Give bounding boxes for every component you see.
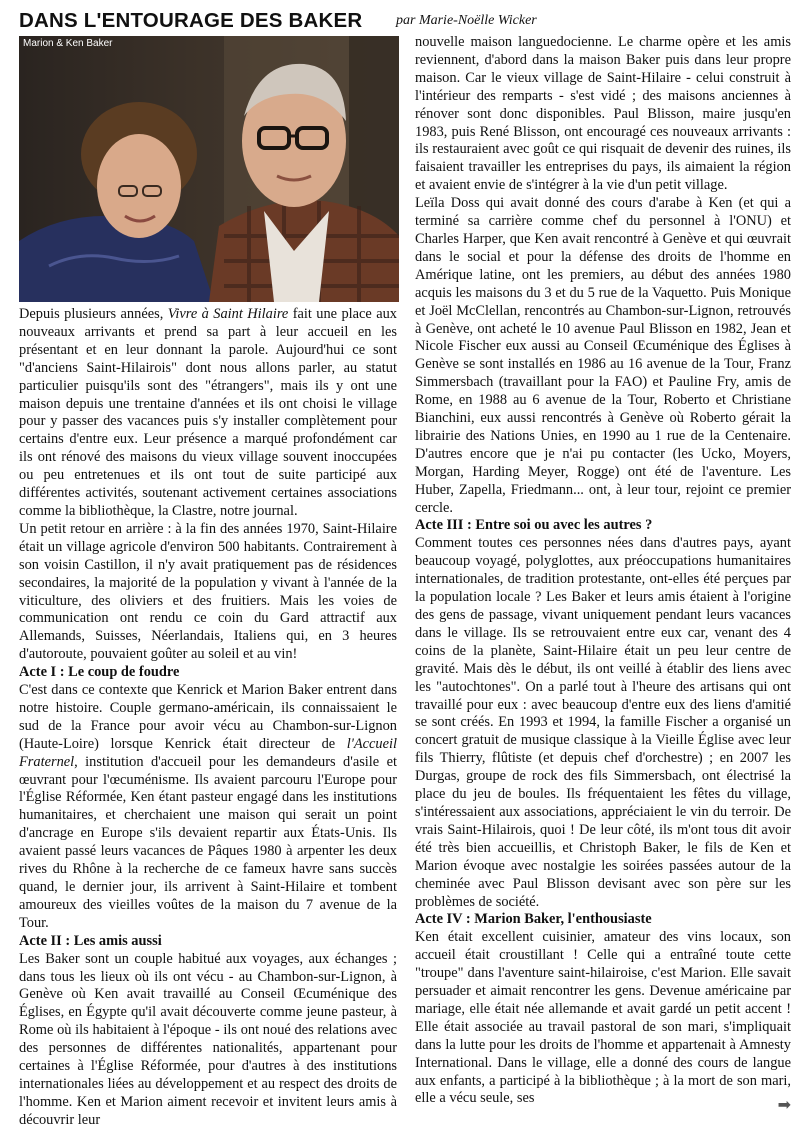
article-header: [19, 9, 789, 37]
acte4-heading: Acte IV : Marion Baker, l'enthousiaste: [415, 911, 652, 928]
acte1-paragraph: [19, 682, 397, 933]
journal-name: Vivre à Saint Hilaire: [167, 306, 289, 322]
baker-photo: [19, 36, 399, 302]
continued-paragraph: nouvelle maison languedocienne. Le charme opère et les amis reviennent, d'abord dans la maison Baker puis dans leur propre maison. Car le vieux village de Saint-Hilaire - celui construit à l'intérieur des remparts - s'est vidé ; des maisons anciennes à rénover sont donc disponibles. Paul Blisson, maire jusqu'en 1983, puis René Blisson, ont encouragé ces nouveaux arrivants : ils restauraient avec goût ce qui risquait de devenir des ruines, ils faisaient travailler les entreprises du pays, ils aimaient la région et avaient envie de s'intégrer à la vie d'un petit village.: [415, 34, 791, 194]
acte2-paragraph: Les Baker sont un couple habitué aux voyages, aux échanges ; dans tous les lieux où ils ont vécu - au Chambon-sur-Lignon, à Genève où Ken avait travaillé au Conseil Œcuménique des Églises, en Égypte qu'il avait découverte comme jeune pasteur, à Rome où ils habitaient à l'époque - ils ont noué des relations avec des personnes de différentes nationalités, appartenant pour certaines à l'Église Réformée, pour d'autres à des institutions internationales liées au développement et au respect des droits de l'homme. Ken et Marion aiment recevoir et invitent leurs amis à découvrir leur: [19, 950, 397, 1128]
article-title: DANS L'ENTOURAGE DES BAKER: [19, 9, 363, 32]
article-byline: par Marie-Noëlle Wicker: [396, 13, 537, 28]
right-column: [415, 34, 791, 1116]
intro-paragraph: [19, 306, 397, 521]
acte2-heading: Acte II : Les amis aussi: [19, 932, 162, 949]
photo-caption: Marion & Ken Baker: [23, 38, 113, 49]
acte4-paragraph: Ken était excellent cuisinier, amateur des vins locaux, son accueil était croustillant ! Celle qui a entraîné toute cette "troupe" dans l'aventure saint-hilairoise, c'est Marion. Elle savait persuader et aimait rencontrer les gens. Devenue américaine par mariage, elle était née allemande et avait gardé un petit accent ! Elle était associée au travail pastoral de son mari, s'impliquait dans la lutte pour les droits de l'homme et appartenait à Amnesty International. Dans le village, elle a donné des cours de langue aux enfants, a participé à la bibliothèque ; à la mort de son mari, elle a vécu seule, ses: [415, 929, 791, 1107]
acte1-heading: Acte I : Le coup de foudre: [19, 664, 180, 681]
photo-illustration: [19, 36, 399, 302]
acte3-paragraph: Comment toutes ces personnes nées dans d'autres pays, ayant beaucoup voyagé, polyglottes, aux préoccupations humanitaires internationales, de tradition protestante, ont-elles été perçues par la population locale ? Les Baker et leurs amis étaient à l'origine des gens de passage, vivant uniquement pendant leurs vacances dans le village. Ils se retrouvaient entre eux car, venant des 4 coins de la planète, Saint-Hilaire était un peu leur centre de gravité. Mais dès le début, ils ont veillé à établir des liens avec les "autochtones". On a parlé tout à l'heure des artisans qui ont travaillé pour eux : avec beaucoup d'entre eux des liens d'amitié se sont créés. En 1993 et 1994, la famille Fischer a organisé un concert gratuit de musique classique à la Vieille Église avec leur fils Thierry, flûtiste (et depuis chef d'orchestre) ; en 2007 les Durgas, groupe de rock des fils Simmersbach, ont électrisé la place du jeu de boules. Ils fréquentaient les fêtes du village, s'intéressaient aux associations, appréciaient le vin du terroir. De vrais Saint-Hilairois, quoi ! De leur côté, ils m'ont tous dit avoir été très bien accueillis, et Christoph Baker, le fils de Ken et Marion évoque avec nostalgie les soirées passées autour de la cheminée avec Paul Blisson devisant avec son père sur les problèmes de société.: [415, 535, 791, 910]
acte3-heading: Acte III : Entre soi ou avec les autres ?: [415, 517, 653, 534]
retour-paragraph: Un petit retour en arrière : à la fin des années 1970, Saint-Hilaire était un village agricole d'environ 500 habitants. Contrairement à son voisin Castillon, il n'y avait pratiquement pas de résidences secondaires, la majorité de la population y vivant à l'année de la viticulture, des oliviers et des fruitiers. Mais les voies de communication ont rendu ce coin du Gard attractif aux Allemands, Suisses, Néerlandais, Italiens qui, en 3 heures d'autoroute, pouvaient goûter au soleil et au vin!: [19, 520, 397, 663]
acte1-text-cont: , institution d'accueil pour les demandeurs d'asile et œuvrant pour l'œcuménisme. Ils avaient parcouru l'Europe pour l'Église Réformée, Ken étant pasteur engagé dans les institutions humanitaires, et cherchaient une maison qui serait un point d'ancrage en Europe s'ils devaient repartir aux États-Unis. Ils avaient passé leurs vacances de Pâques 1980 à arpenter les deux rives du Rhône à la recherche de ce fameux havre sans succès quand, le dernier jour, ils arrivent à Saint-Hilaire et tombent amoureux des vieilles voûtes de la maison du 7 avenue de la Tour.: [19, 753, 397, 931]
institution-name: l'Accueil Fraternel: [19, 735, 397, 770]
intro-text-cont: fait une place aux nouveaux arrivants et prend sa part à leur accueil en les présentant et en leur donnant la parole. Aujourd'hui ce sont "d'anciens Saint-Hilairois" dont nous allons parler, au statut particulier puisqu'ils sont des "étrangers", mais ils y ont une maison depuis une trentaine d'années et ils ont choisi le village pour y passer des vacances puis s'y installer complètement pour certains d'entre eux. Leur présence a marqué profondément car ils ont rénové des maisons du vieux village souvent inoccupées ou peu entretenues et ils ont tout de suite participé aux différentes activités, soutenant activement certaines associations comme la bibliothèque, la Clastre, notre journal.: [19, 306, 397, 519]
acte1-text: C'est dans ce contexte que Kenrick et Marion Baker entrent dans notre histoire. Couple germano-américain, ils connaissaient le sud de la France pour avoir vécu au Chambon-sur-Lignon (Haute-Loire) lorsque Kenrick était directeur de: [19, 682, 397, 752]
friends-paragraph: Leïla Doss qui avait donné des cours d'arabe à Ken (et qui a terminé sa carrière comme chef du personnel à l'ONU) et Charles Harper, que Ken avait rencontré à Genève et qui œuvrait dans le social et pour la défense des droits de l'homme en Amérique latine, ont les premiers, au début des années 1980 acquis les maisons du 3 et du 5 rue de la Vaquetto. Puis Monique et Joël McClellan, rencontrés au Chambon-sur-Lignon, retrouvés à Genève, ont acheté le 10 avenue Paul Blisson en 1982, Jean et Nicole Fischer eux aussi au Conseil Œcuménique des Églises à Genève se sont installés en 1986 au 16 avenue de la Tour, Franz Simmersbach (travaillant pour la FAO) et Pauline Fry, amis de Rome, en 1988 au 6 avenue de la Tour, Roberto et Christiane Bianchini, eux aussi rencontrés à Genève où Roberto gérait la librairie des Nations Unies, en 1990 au 1 rue de la Centenaire. D'autres encore que je n'ai pu contacter (les Ucko, Moyers, Morgan, Harding Meyer, Rogge) ont été de l'aventure. Les Huber, Zapella, Friedmann... ont, à leur tour, rejoint ce premier cercle.: [415, 195, 791, 516]
arrow-right-icon: ➡: [777, 1095, 791, 1114]
intro-text: Depuis plusieurs années,: [19, 306, 168, 322]
left-column: [19, 306, 397, 1128]
